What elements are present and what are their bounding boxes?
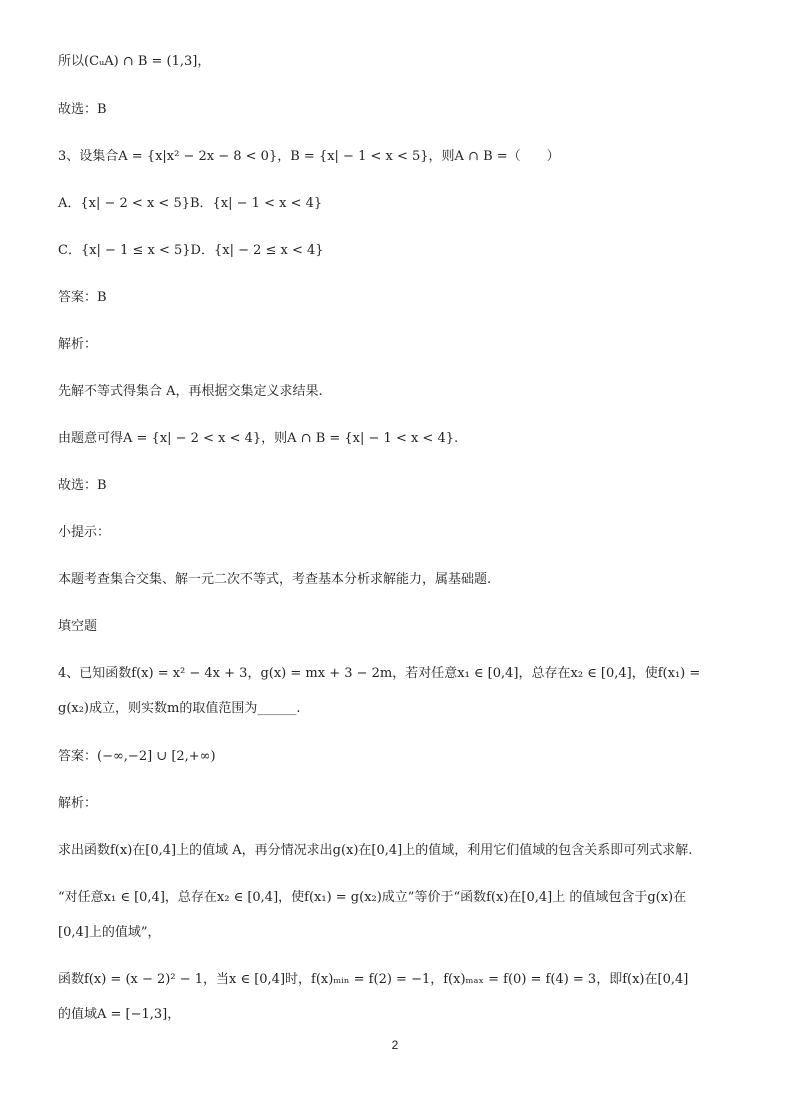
page-number: 2	[391, 1038, 399, 1052]
question-3: 3、设集合A = {x|x² − 2x − 8 < 0}，B = {x| − 1 < x < 5}，则A ∩ B =（ ）	[58, 149, 560, 164]
text-line: 故选：B	[58, 102, 107, 117]
text-line: 函数f(x) = (x − 2)² − 1，当x ∈ [0,4]时，f(x)ₘᵢₙ = f(2) = −1，f(x)ₘₐₓ = f(0) = f(4) = 3，即f(x)在[0,4]	[58, 972, 689, 987]
analysis-heading: 解析：	[58, 337, 98, 352]
text-line: 求出函数f(x)在[0,4]上的值域 A，再分情况求出g(x)在[0,4]上的值域，利用它们值域的包含关系即可列式求解.	[58, 843, 693, 858]
text-line: 故选：B	[58, 478, 107, 493]
option-line: C．{x| − 1 ≤ x < 5}D．{x| − 2 ≤ x < 4}	[58, 243, 324, 258]
analysis-heading: 解析：	[58, 796, 98, 811]
text-line: [0,4]上的值域”，	[58, 925, 161, 940]
text-line: 的值域A = [−1,3]，	[58, 1007, 181, 1022]
text-line: 先解不等式得集合 A，再根据交集定义求结果.	[58, 384, 323, 399]
question-4-cont: g(x₂)成立，则实数m的取值范围为______.	[58, 701, 301, 716]
answer-line: 答案：B	[58, 290, 107, 305]
answer-line: 答案：(−∞,−2] ∪ [2,+∞)	[58, 749, 216, 764]
text-line: 由题意可得A = {x| − 2 < x < 4}，则A ∩ B = {x| − 1 < x < 4}.	[58, 431, 459, 446]
option-line: A．{x| − 2 < x < 5}B．{x| − 1 < x < 4}	[58, 196, 323, 211]
section-heading: 填空题	[58, 619, 98, 634]
text-line: 所以(CᵤA) ∩ B = (1,3]，	[58, 54, 211, 69]
text-line: “对任意x₁ ∈ [0,4]，总存在x₂ ∈ [0,4]，使f(x₁) = g(x₂)成立”等价于“函数f(x)在[0,4]上 的值域包含于g(x)在	[58, 890, 687, 905]
text-line: 本题考查集合交集、解一元二次不等式，考查基本分析求解能力，属基础题.	[58, 572, 492, 587]
tip-heading: 小提示：	[58, 525, 111, 540]
question-4: 4、已知函数f(x) = x² − 4x + 3，g(x) = mx + 3 − 2m，若对任意x₁ ∈ [0,4]，总存在x₂ ∈ [0,4]，使f(x₁) =	[58, 666, 701, 681]
